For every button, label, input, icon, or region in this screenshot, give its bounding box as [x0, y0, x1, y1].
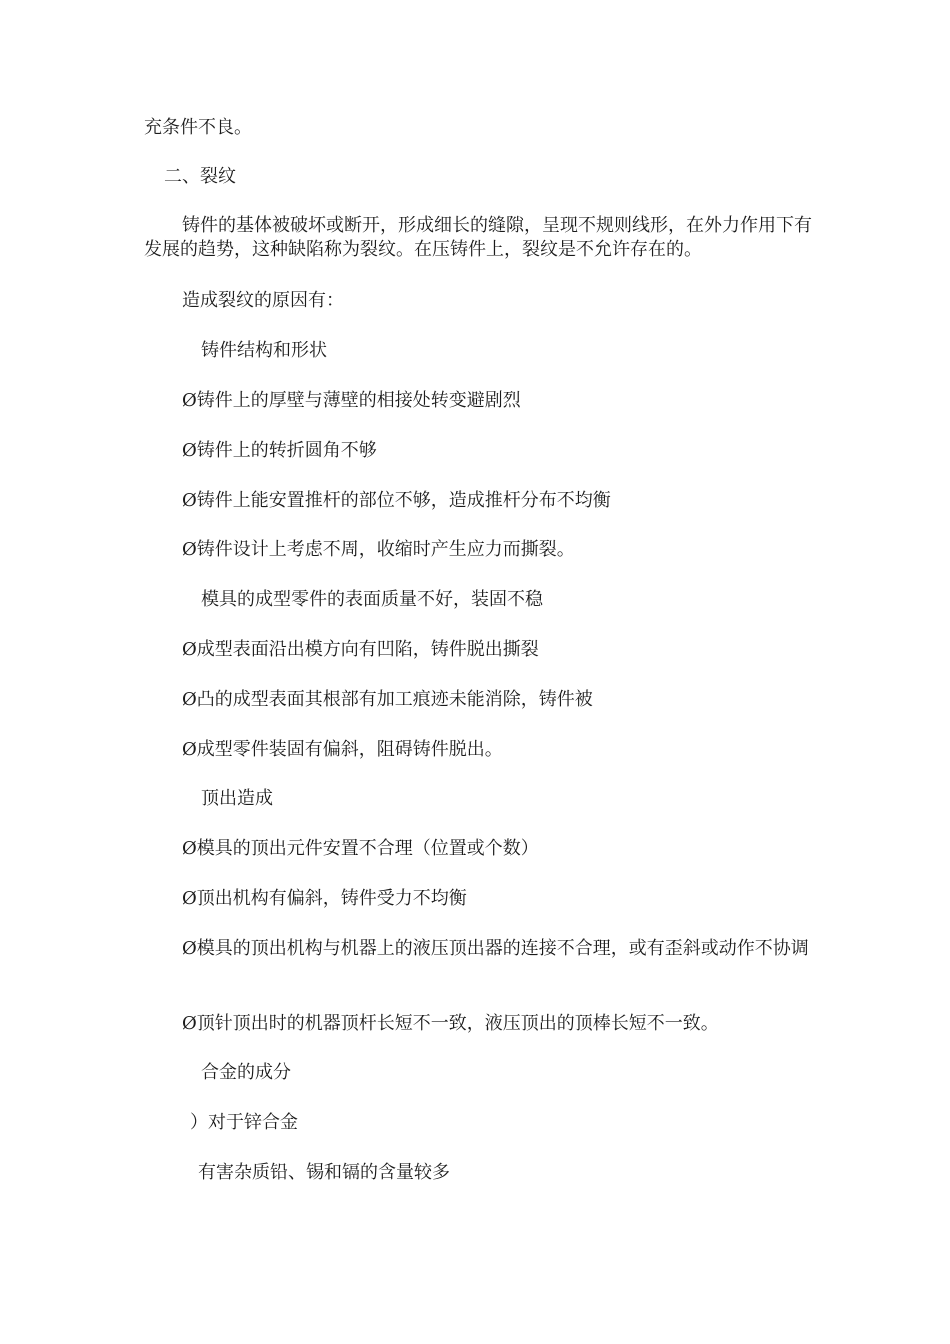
paragraph-crack-definition: 铸件的基体被破坏或断开，形成细长的缝隙，呈现不规则线形，在外力作用下有发展的趋势，这种缺陷称为裂纹。在压铸件上，裂纹是不允许存在的。 — [144, 215, 812, 260]
bullet-item-wrapped: Ø模具的顶出机构与机器上的液压顶出器的连接不合理，或有歪斜或动作不协调 — [182, 938, 809, 959]
bullet-item: Ø凸的成型表面其根部有加工痕迹未能消除，铸件被 — [182, 689, 593, 710]
bullet-item: Ø成型零件装固有偏斜，阻碍铸件脱出。 — [182, 739, 503, 760]
bullet-item: Ø顶出机构有偏斜，铸件受力不均衡 — [182, 888, 467, 909]
bullet-item: Ø铸件上的转折圆角不够 — [182, 440, 377, 461]
paragraph-continuation: 充条件不良。 — [144, 117, 252, 138]
subheading-mold-surface: 模具的成型零件的表面质量不好，装固不稳 — [201, 589, 543, 610]
bullet-item: Ø铸件上的厚壁与薄壁的相接处转变避剧烈 — [182, 390, 521, 411]
section-heading-cracks: 二、裂纹 — [164, 166, 236, 187]
paragraph-impurities: 有害杂质铅、锡和镉的含量较多 — [198, 1162, 450, 1183]
bullet-item: Ø模具的顶出元件安置不合理（位置或个数） — [182, 838, 539, 859]
subheading-alloy-composition: 合金的成分 — [201, 1062, 291, 1083]
bullet-item: Ø铸件上能安置推杆的部位不够，造成推杆分布不均衡 — [182, 490, 611, 511]
bullet-item: Ø成型表面沿出模方向有凹陷，铸件脱出撕裂 — [182, 639, 539, 660]
bullet-item: Ø顶针顶出时的机器顶杆长短不一致，液压顶出的顶棒长短不一致。 — [182, 1013, 719, 1034]
subheading-casting-structure: 铸件结构和形状 — [201, 340, 327, 361]
subheading-ejection: 顶出造成 — [201, 788, 273, 809]
paragraph-causes-intro: 造成裂纹的原因有： — [182, 290, 344, 311]
bullet-item: Ø铸件设计上考虑不周，收缩时产生应力而撕裂。 — [182, 539, 575, 560]
sub-item-zinc-alloy: ）对于锌合金 — [190, 1112, 298, 1133]
